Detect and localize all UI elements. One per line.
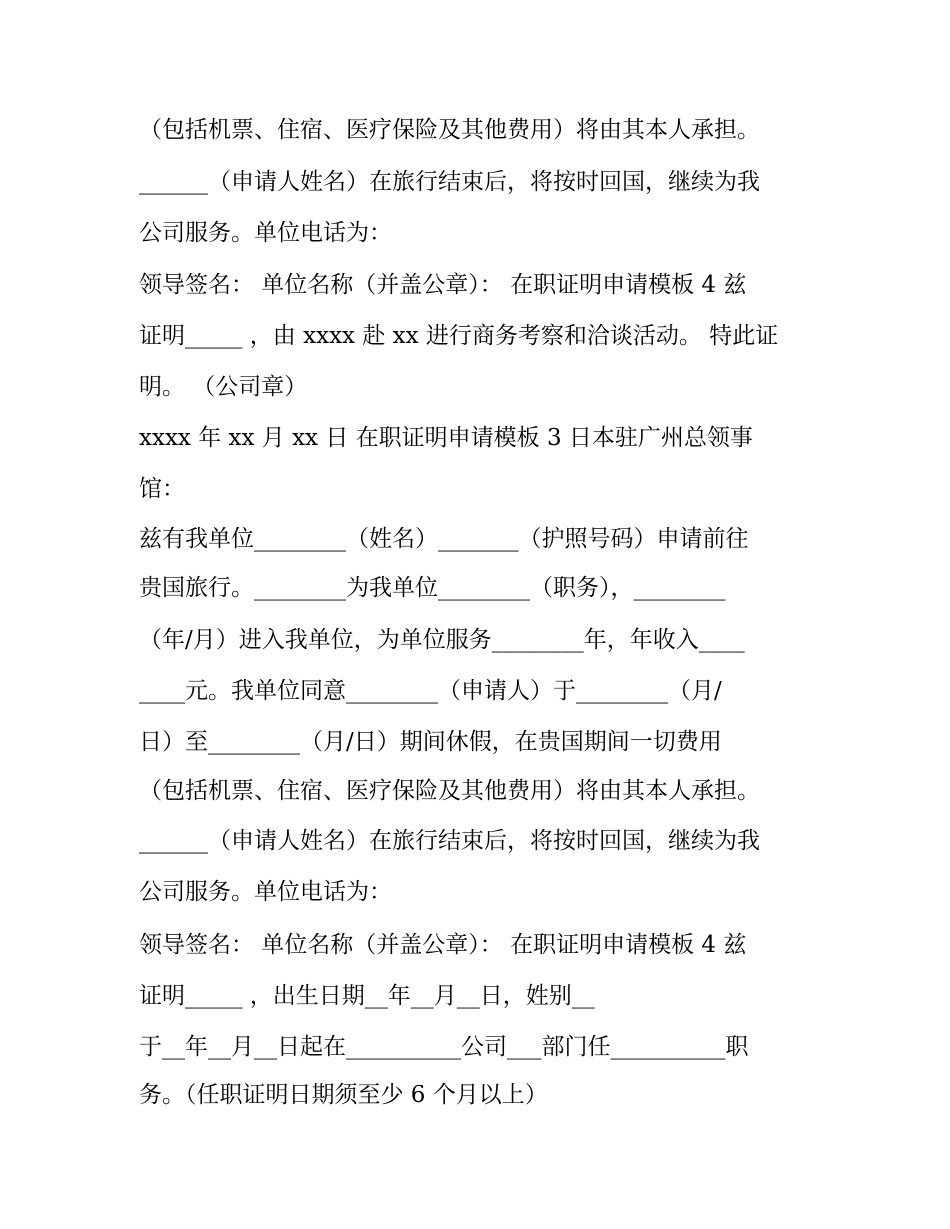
text-line: 于__年__月__日起在__________公司___部门任__________职 bbox=[139, 1034, 749, 1060]
text-line: 领导签名： 单位名称（并盖公章）： 在职证明申请模板 4 兹 bbox=[139, 932, 747, 958]
text-line: 证明_____ ，出生日期__年__月__日，姓别__ bbox=[139, 983, 595, 1009]
text-line: （包括机票、住宿、医疗保险及其他费用）将由其本人承担。 bbox=[139, 778, 760, 804]
text-line: 务。（任职证明日期须至少 6 个月以上） bbox=[139, 1082, 548, 1108]
text-line: 馆： bbox=[139, 476, 185, 502]
text-line: ____元。我单位同意________（申请人）于________（月/ bbox=[139, 678, 722, 704]
text-line: 证明_____ ，由 xxxx 赴 xx 进行商务考察和洽谈活动。 特此证 bbox=[139, 323, 779, 349]
text-line: （年/月）进入我单位，为单位服务________年，年收入____ bbox=[139, 627, 745, 653]
text-line: 明。 （公司章） bbox=[139, 374, 308, 400]
text-line: 领导签名： 单位名称（并盖公章）： 在职证明申请模板 4 兹 bbox=[139, 272, 747, 298]
text-line: 日）至________（月/日）期间休假，在贵国期间一切费用 bbox=[139, 729, 722, 755]
text-line: 公司服务。单位电话为： bbox=[139, 879, 392, 905]
text-line: 贵国旅行。________为我单位________（职务），________ bbox=[139, 575, 726, 601]
text-line: xxxx 年 xx 月 xx 日 在职证明申请模板 3 日本驻广州总领事 bbox=[139, 425, 753, 451]
text-line: ______（申请人姓名）在旅行结束后，将按时回国，继续为我 bbox=[139, 828, 760, 854]
text-line: ______（申请人姓名）在旅行结束后，将按时回国，继续为我 bbox=[139, 169, 760, 195]
text-line: 公司服务。单位电话为： bbox=[139, 220, 392, 246]
text-line: 兹有我单位________（姓名）_______（护照号码）申请前往 bbox=[139, 526, 749, 552]
text-line: （包括机票、住宿、医疗保险及其他费用）将由其本人承担。 bbox=[139, 117, 760, 143]
